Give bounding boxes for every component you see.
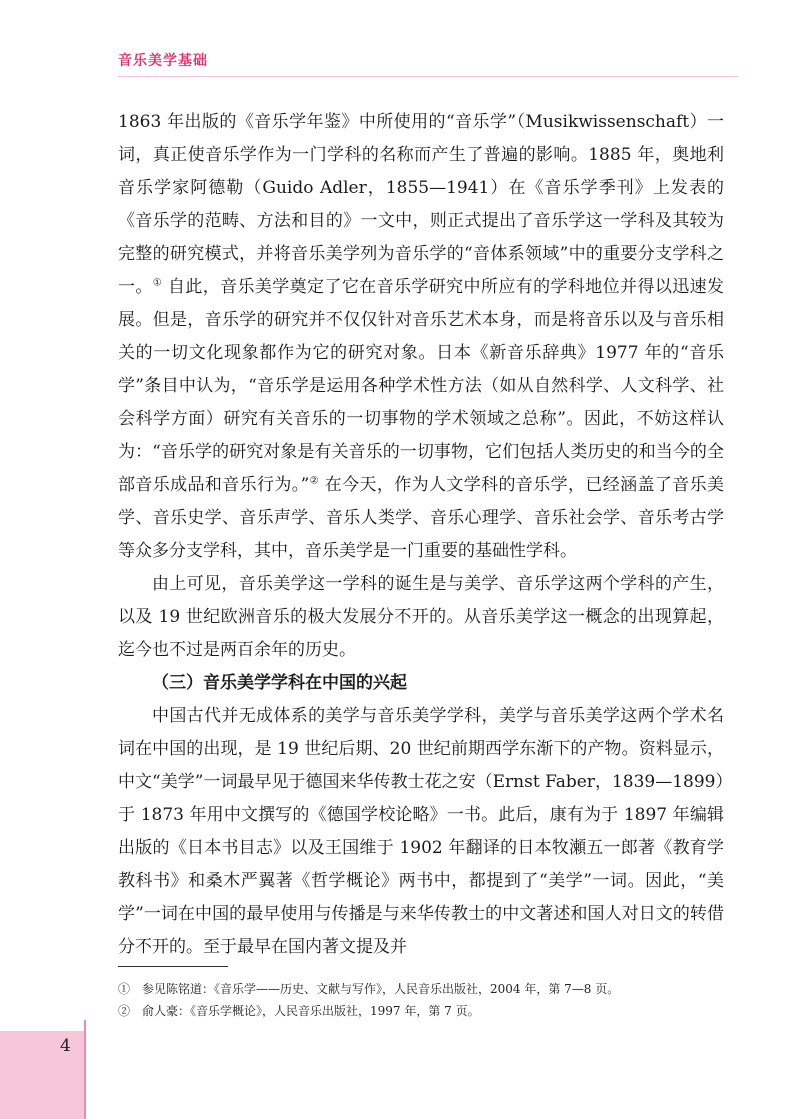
footnote-divider	[118, 966, 228, 967]
paragraph-text: 在今天，作为人文学科的音乐学，已经涵盖了音乐美学、音乐史学、音乐声学、音乐人类学、音乐心理学、音乐社会学、音乐考古学等众多分支学科，其中，音乐美学是一门重要的基础性学科。	[118, 475, 724, 561]
paragraph-text: 自此，音乐美学奠定了它在音乐学研究中所应有的学科地位并得以迅速发展。但是，音乐学的研究并不仅仅针对音乐艺术本身，而是将音乐以及与音乐相关的一切文化现象都作为它的研究对象。日本《新音乐辞典》1977 年的“音乐学”条目中认为，“音乐学是运用各种学术性方法（如从自然科学、人文科学、社会科学方面）研究有关音乐的一切事物的学术领域之总称”。因此，不妨这样认为：“音乐学的研究对象是有关音乐的一切事物，它们包括人类历史的和当今的全部音乐成品和音乐行为。”	[118, 277, 725, 495]
footnote-2: ② 俞人豪：《音乐学概论》，人民音乐出版社，1997 年，第 7 页。	[118, 1004, 480, 1018]
page-edge-line	[84, 1020, 86, 1119]
paragraph	[118, 106, 724, 568]
body-text	[118, 106, 724, 964]
page-corner-decoration	[0, 1031, 85, 1119]
footnote-ref[interactable]: ①	[152, 277, 163, 289]
page-number: 4	[60, 1036, 71, 1056]
paragraph: 中国古代并无成体系的美学与音乐美学学科，美学与音乐美学这两个学术名词在中国的出现，是 19 世纪后期、20 世纪前期西学东渐下的产物。资料显示，中文“美学”一词最早见于德国来华传教士花之安（Ernst Faber，1839—1899）于 1873 年用中文撰写的《德国学校论略》一书。此后，康有为于 1897 年编辑出版的《日本书目志》以及王国维于 1902 年翻译的日本牧瀬五一郎著《教育学教科书》和桑木严翼著《哲学概论》两书中，都提到了“美学”一词。因此，“美学”一词在中国的最早使用与传播是与来华传教士的中文著述和国人对日文的转借分不开的。至于最早在国内著文提及并	[118, 706, 724, 957]
footnotes	[118, 978, 724, 1022]
footnote-ref[interactable]: ②	[309, 475, 320, 487]
footnote-1: ① 参见陈铭道：《音乐学——历史、文献与写作》，人民音乐出版社，2004 年，第 7—8 页。	[118, 982, 620, 996]
paragraph: 由上可见，音乐美学这一学科的诞生是与美学、音乐学这两个学科的产生，以及 19 世纪欧洲音乐的极大发展分不开的。从音乐美学这一概念的出现算起，迄今也不过是两百余年的历史。	[118, 574, 724, 660]
running-header: 音乐美学基础	[118, 53, 208, 69]
paragraph-text: 1863 年出版的《音乐学年鉴》中所使用的“音乐学”（Musikwissenschaft）一词，真正使音乐学作为一门学科的名称而产生了普遍的影响。1885 年，奥地利音乐学家阿德勒（Guido Adler，1855—1941）在《音乐学季刊》上发表的《音乐学的范畴、方法和目的》一文中，则正式提出了音乐学这一学科及其较为完整的研究模式，并将音乐美学列为音乐学的“音体系领域”中的重要分支学科之一。	[118, 112, 724, 297]
section-heading: （三）音乐美学学科在中国的兴起	[152, 673, 407, 693]
header-divider	[118, 76, 738, 77]
